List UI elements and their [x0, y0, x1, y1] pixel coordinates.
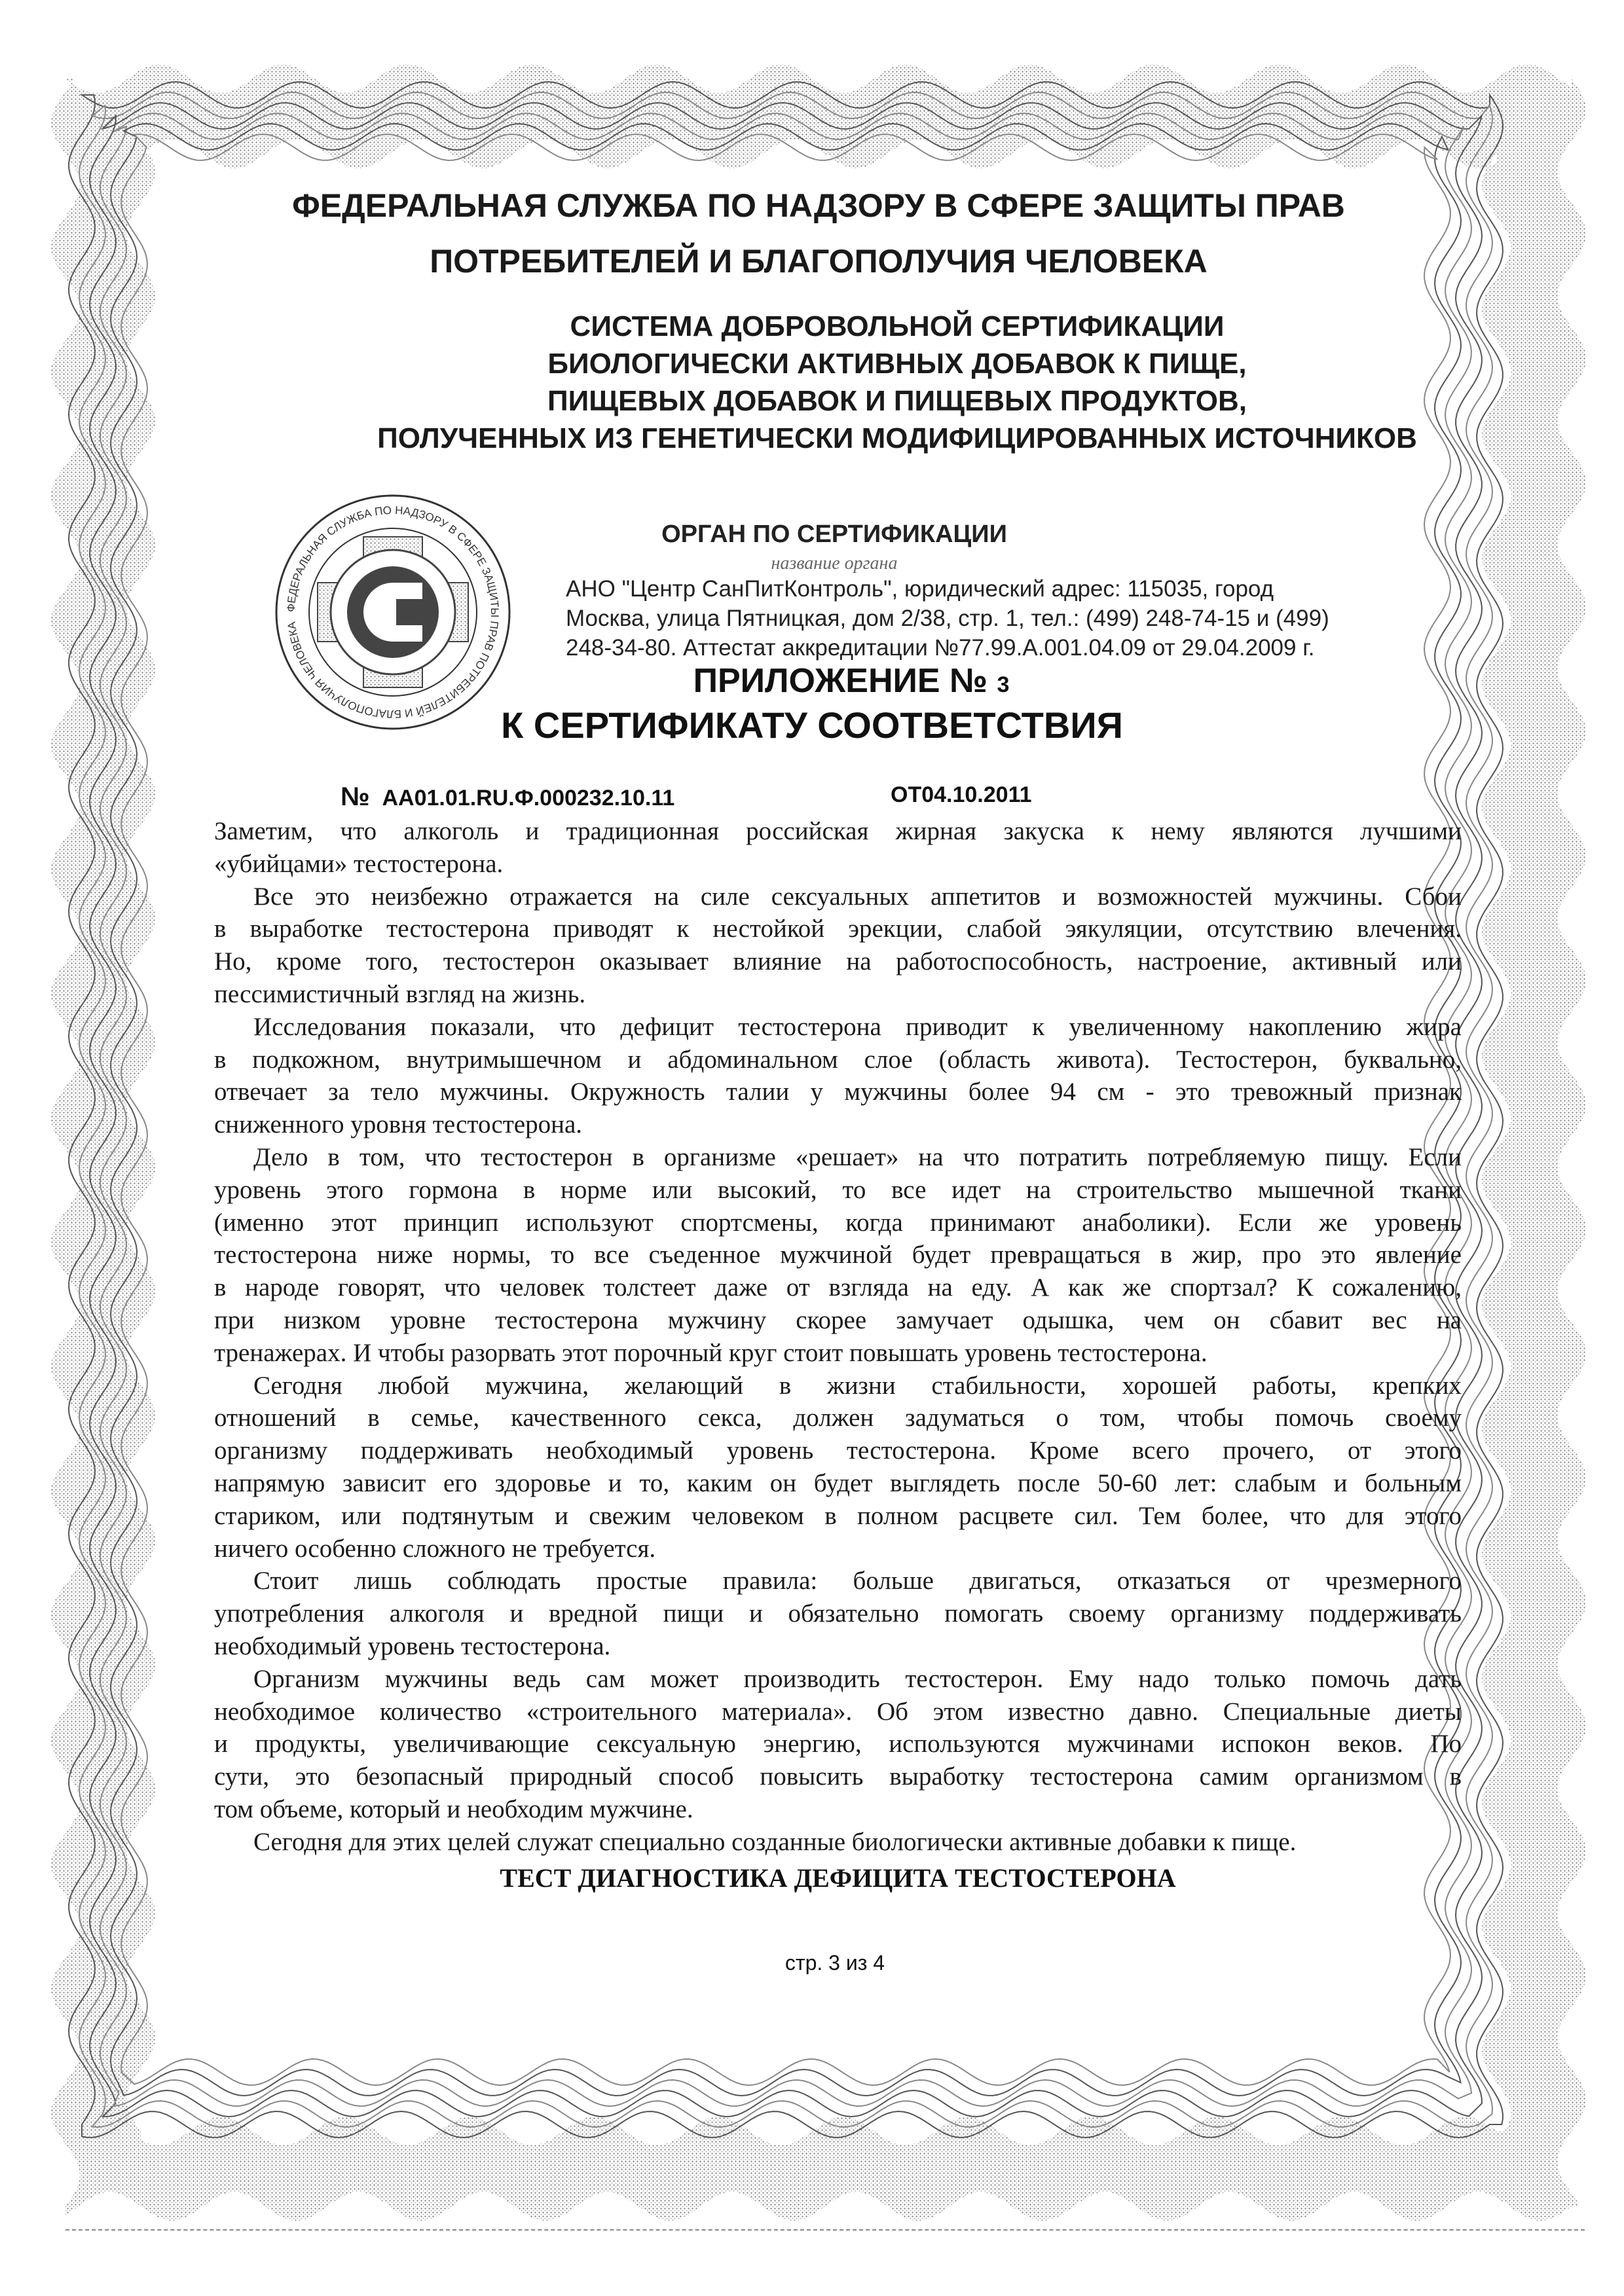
system-line: СИСТЕМА ДОБРОВОЛЬНОЙ СЕРТИФИКАЦИИ: [570, 310, 1225, 342]
paragraph-line: необходимый уровень тестостерона.: [214, 1631, 611, 1660]
page-number: стр. 3 из 4: [784, 1951, 885, 1975]
certificate-id: АА01.01.RU.Ф.000232.10.11: [382, 786, 675, 811]
paragraph-line: (именно этот принцип используют спортсмены, когда принимают анаболики). Если же уровень: [214, 1208, 1462, 1237]
paragraph-line: ничего особенно сложного не требуется.: [214, 1534, 656, 1563]
paragraph: [214, 815, 1462, 881]
paragraph-line: Заметим, что алкоголь и традиционная российская жирная закуска к нему являются лучшими: [214, 817, 1462, 845]
paragraph-line: «убийцами» тестостерона.: [214, 849, 504, 878]
paragraph: [214, 1370, 1462, 1565]
certificate-date: ОТ04.10.2011: [891, 782, 1032, 807]
address-line: Москва, улица Пятницкая, дом 2/38, стр. 1, тел.: (499) 248-74-15 и (499): [566, 606, 1329, 631]
paragraph: [214, 1826, 1462, 1859]
paragraph-line: уровень этого гормона в норме или высокий, то все идет на строительство мышечной ткани: [214, 1175, 1462, 1204]
paragraph-line: организму поддерживать необходимый уровень тестостерона. Кроме всего прочего, от этого: [214, 1436, 1462, 1465]
scan-edge-line: [65, 2229, 1585, 2231]
paragraph-line: сути, это безопасный природный способ повысить выработку тестостерона самим организмом в: [214, 1762, 1462, 1791]
paragraph-line: Сегодня для этих целей служат специально созданные биологически активные добавки к пище.: [253, 1827, 1297, 1856]
paragraph-line: тестостерона ниже нормы, то все съеденное мужчиной будет превращаться в жир, про это явление: [214, 1241, 1462, 1269]
appendix-title: [367, 661, 1336, 701]
paragraph-line: тренажерах. И чтобы разорвать этот порочный круг стоит повышать уровень тестостерона.: [214, 1338, 1208, 1367]
document-body: [214, 815, 1462, 1859]
system-line: ПОЛУЧЕННЫХ ИЗ ГЕНЕТИЧЕСКИ МОДИФИЦИРОВАННЫХ ИСТОЧНИКОВ: [377, 422, 1417, 454]
system-line: БИОЛОГИЧЕСКИ АКТИВНЫХ ДОБАВОК К ПИЩЕ,: [547, 348, 1247, 380]
number-sign: №: [341, 782, 370, 811]
paragraph-line: Но, кроме того, тестостерон оказывает влияние на работоспособность, настроение, активный или: [214, 947, 1462, 976]
paragraph-line: Стоит лишь соблюдать простые правила: больше двигаться, отказаться от чрезмерного: [253, 1567, 1462, 1595]
paragraph: [214, 1141, 1462, 1370]
appendix-label: ПРИЛОЖЕНИЕ №: [693, 662, 987, 700]
paragraph-line: отношений в семье, качественного секса, должен задуматься о том, чтобы помочь своему: [214, 1404, 1462, 1432]
certification-system-title: [275, 308, 1519, 457]
paragraph-line: том объеме, который и необходим мужчине.: [214, 1795, 693, 1823]
paragraph-line: в народе говорят, что человек толстеет даже от взгляда на еду. А как же спортзал? К сожалению,: [214, 1273, 1462, 1302]
paragraph-line: пессимистичный взгляд на жизнь.: [214, 979, 586, 1008]
paragraph-line: и продукты, увеличивающие сексуальную энергию, используются мужчинами испокон веков. По: [214, 1730, 1462, 1758]
paragraph-line: отвечает за тело мужчины. Окружность талии у мужчины более 94 см - это тревожный признак: [214, 1078, 1462, 1106]
agency-title-line2: ПОТРЕБИТЕЛЕЙ И БЛАГОПОЛУЧИЯ ЧЕЛОВЕКА: [430, 243, 1208, 280]
paragraph-line: при низком уровне тестостерона мужчину скорее замучает одышка, чем он сбавит вес на: [214, 1305, 1462, 1334]
certification-body-title: ОРГАН ПО СЕРТИФИКАЦИИ: [661, 520, 1007, 548]
paragraph-line: Сегодня любой мужчина, желающий в жизни стабильности, хорошей работы, крепких: [253, 1371, 1462, 1400]
paragraph-line: Все это неизбежно отражается на силе сексуальных аппетитов и возможностей мужчины. Сбои: [253, 882, 1462, 911]
agency-title-line1: ФЕДЕРАЛЬНАЯ СЛУЖБА ПО НАДЗОРУ В СФЕРЕ ЗАЩИТЫ ПРАВ: [292, 187, 1345, 224]
test-section-title: ТЕСТ ДИАГНОСТИКА ДЕФИЦИТА ТЕСТОСТЕРОНА: [500, 1863, 1176, 1893]
paragraph-line: в подкожном, внутримышечном и абдоминальном слое (область живота). Тестостерон, буквально,: [214, 1045, 1462, 1074]
appendix-subtitle: К СЕРТИФИКАТУ СООТВЕТСТВИЯ: [501, 704, 1123, 746]
paragraph: [214, 1565, 1462, 1662]
certificate-number: [341, 782, 674, 812]
address-line: АНО "Центр СанПитКонтроль", юридический адрес: 115035, город: [566, 576, 1274, 602]
address-line: 248-34-80. Аттестат аккредитации №77.99.А.001.04.09 от 29.04.2009 г.: [566, 635, 1315, 661]
paragraph: [214, 1011, 1462, 1141]
paragraph: [214, 881, 1462, 1011]
paragraph-line: употребления алкоголя и вредной пищи и обязательно помогать своему организму поддерживать: [214, 1599, 1462, 1628]
paragraph-line: Исследования показали, что дефицит тестостерона приводит к увеличенному накоплению жира: [253, 1012, 1462, 1041]
paragraph-line: необходимое количество «строительного материала». Об этом известно давно. Специальные диеты: [214, 1697, 1462, 1726]
system-line: ПИЩЕВЫХ ДОБАВОК И ПИЩЕВЫХ ПРОДУКТОВ,: [547, 385, 1247, 417]
certification-body-caption: название органа: [771, 553, 898, 574]
paragraph-line: сниженного уровня тестостерона.: [214, 1110, 583, 1139]
paragraph-line: Дело в том, что тестостерон в организме «решает» на что потратить потребляемую пищу. Если: [253, 1142, 1462, 1171]
paragraph-line: стариком, или подтянутым и свежим человеком в полном расцвете сил. Тем более, что для этого: [214, 1501, 1462, 1530]
seal-ring-text: ФЕДЕРАЛЬНАЯ СЛУЖБА ПО НАДЗОРУ В СФЕРЕ ЗАЩИТЫ ПРАВ ПОТРЕБИТЕЛЕЙ И БЛАГОПОЛУЧИЯ ЧЕЛОВЕКА: [284, 503, 502, 721]
paragraph-line: напрямую зависит его здоровье и то, каким он будет выглядеть после 50-60 лет: слабым и больным: [214, 1468, 1462, 1497]
appendix-number: 3: [997, 672, 1010, 697]
paragraph-line: в выработке тестостерона приводят к нестойкой эрекции, слабой эякуляции, отсутствию влечения.: [214, 915, 1462, 943]
paragraph-line: Организм мужчины ведь сам может производить тестостерон. Ему надо только помочь дать: [253, 1664, 1462, 1693]
paragraph: [214, 1663, 1462, 1826]
